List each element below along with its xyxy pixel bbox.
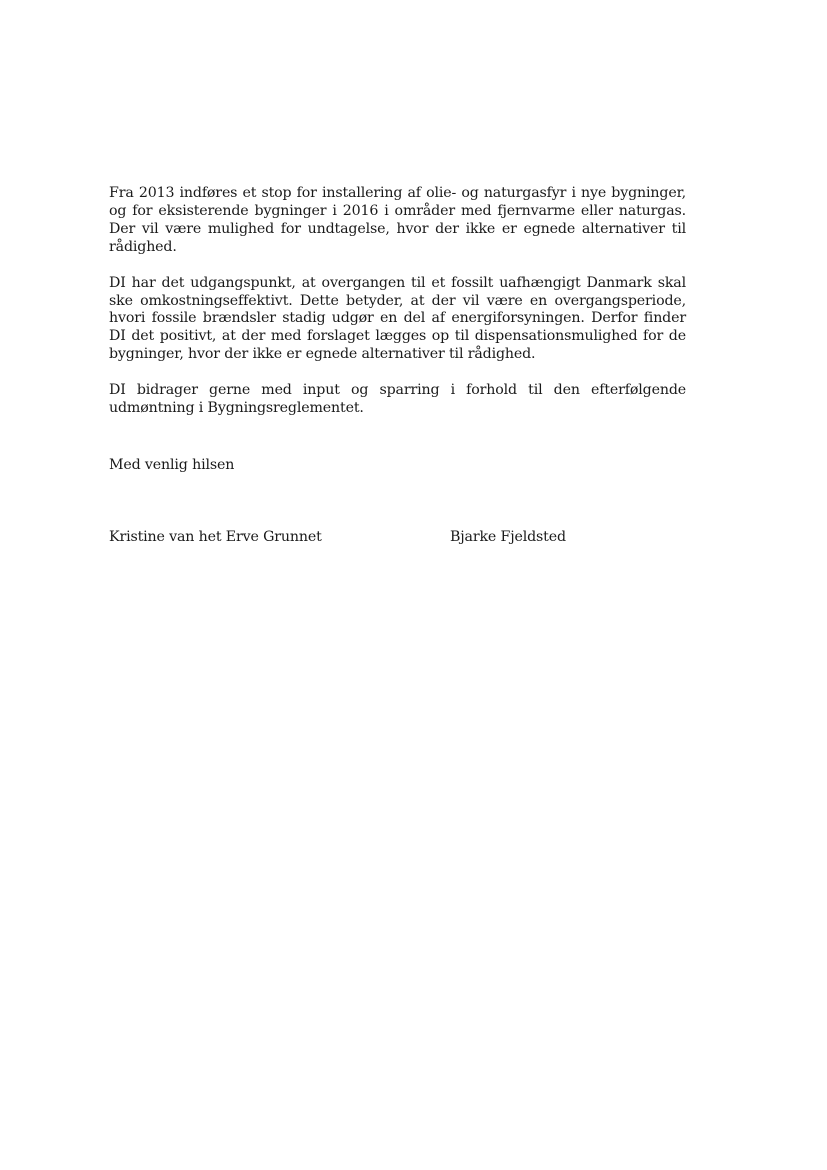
paragraph-3: DI bidrager gerne med input og sparring i forhold til den efterfølgende udmøntning i Bygningsreglementet. [109,382,686,417]
signatory-left: Kristine van het Erve Grunnet [109,529,322,545]
closing-greeting: Med venlig hilsen [109,457,235,473]
signatory-right: Bjarke Fjeldsted [450,529,566,545]
paragraph-2: DI har det udgangspunkt, at overgangen til et fossilt uafhængigt Danmark skal ske omkostningseffektivt. Dette betyder, at der vil være en overgangsperiode, hvori fossile brændsler stadig udgør en del af energiforsyningen. Derfor finder DI det positivt, at der med forslaget lægges op til dispensationsmulighed for de bygninger, hvor der ikke er egnede alternativer til rådighed. [109,274,686,363]
paragraph-1: Fra 2013 indføres et stop for installering af olie- og naturgasfyr i nye bygninger, og for eksisterende bygninger i 2016 i områder med fjernvarme eller naturgas. Der vil være mulighed for undtagelse, hvor der ikke er egnede alternativer til rådighed. [109,185,686,255]
letter-body [109,185,686,436]
